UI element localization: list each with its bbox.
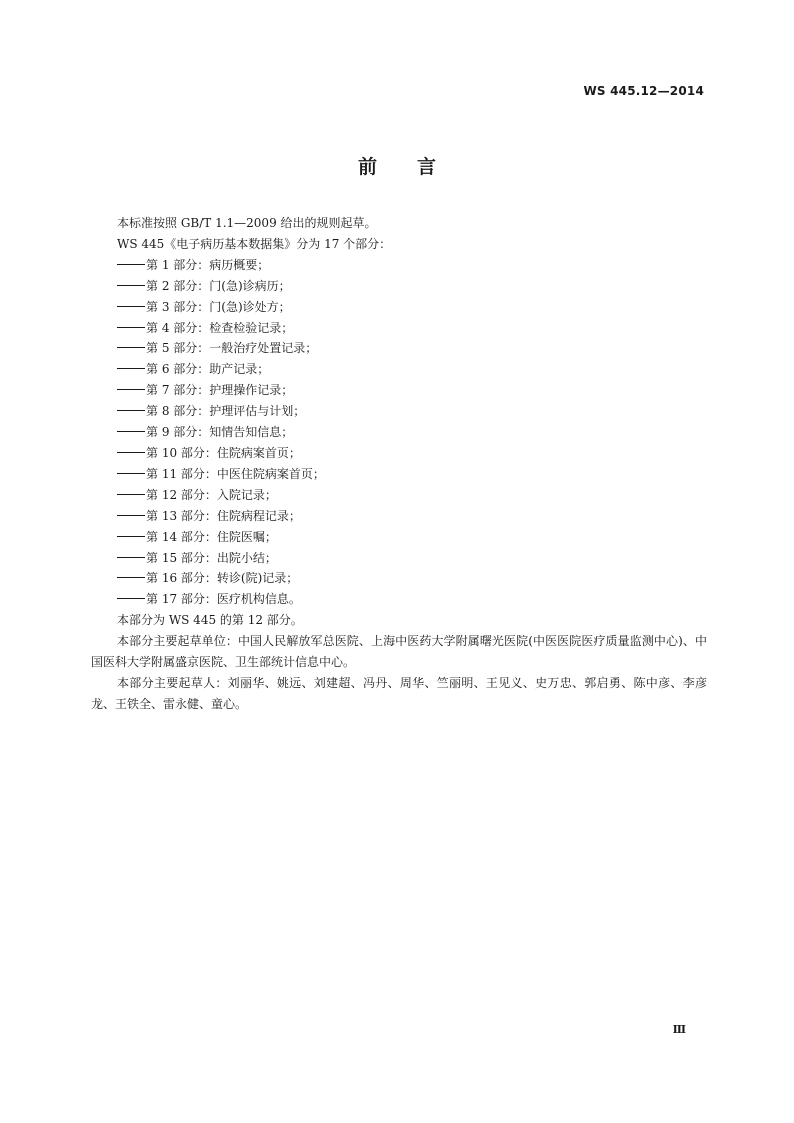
list-item (117, 443, 707, 464)
em-dash-mark (117, 389, 145, 390)
list-item-label: 第 2 部分：门(急)诊病历； (146, 278, 291, 293)
list-item (117, 380, 707, 401)
list-item-label: 第 17 部分：医疗机构信息。 (146, 592, 301, 607)
parts-list (117, 255, 707, 610)
foreword-body (91, 213, 707, 715)
list-item-label: 第 11 部分：中医住院病案首页； (146, 466, 325, 481)
em-dash-mark (117, 536, 145, 537)
page-title: 前言 (357, 156, 476, 178)
list-item (117, 422, 707, 443)
drafting-units: 本部分主要起草单位：中国人民解放军总医院、上海中医药大学附属曙光医院(中医医院医疗质量监测中心)、中国医科大学附属盛京医院、卫生部统计信息中心。 (91, 634, 707, 670)
list-item-label: 第 4 部分：检查检验记录； (146, 320, 294, 335)
list-item-label: 第 14 部分：住院医嘱； (146, 529, 277, 544)
em-dash-mark (117, 410, 145, 411)
em-dash-mark (117, 368, 145, 369)
em-dash-mark (117, 577, 145, 578)
em-dash-mark (117, 598, 145, 599)
list-item (117, 276, 707, 297)
list-item (117, 485, 707, 506)
em-dash-mark (117, 431, 145, 432)
em-dash-mark (117, 347, 145, 348)
em-dash-mark (117, 452, 145, 453)
list-item (117, 527, 707, 548)
list-item (117, 255, 707, 276)
list-item-label: 第 9 部分：知情告知信息； (146, 425, 294, 440)
drafters: 本部分主要起草人：刘丽华、姚远、刘建超、冯丹、周华、竺丽明、王见义、史万忠、郭启勇、陈中彦、李彦龙、王铁全、雷永健、童心。 (91, 675, 707, 711)
list-item (117, 318, 707, 339)
list-item-label: 第 6 部分：助产记录； (146, 362, 270, 377)
list-item (117, 548, 707, 569)
list-item (117, 401, 707, 422)
list-item-label: 第 7 部分：护理操作记录； (146, 383, 294, 398)
em-dash-mark (117, 557, 145, 558)
list-item (117, 297, 707, 318)
list-item-label: 第 5 部分：一般治疗处置记录； (146, 341, 318, 356)
intro-line-2: WS 445《电子病历基本数据集》分为 17 个部分： (117, 236, 392, 251)
page-number: Ⅲ (672, 1023, 686, 1036)
em-dash-mark (117, 327, 145, 328)
intro-line-1: 本标准按照 GB/T 1.1—2009 给出的规则起草。 (117, 216, 377, 230)
list-item-label: 第 3 部分：门(急)诊处方； (146, 299, 291, 314)
list-item-label: 第 10 部分：住院病案首页； (146, 445, 301, 460)
list-item-label: 第 8 部分：护理评估与计划； (146, 404, 306, 419)
em-dash-mark (117, 473, 145, 474)
em-dash-mark (117, 285, 145, 286)
em-dash-mark (117, 494, 145, 495)
list-item-label: 第 1 部分：病历概要； (146, 257, 270, 272)
em-dash-mark (117, 306, 145, 307)
list-item-label: 第 12 部分：入院记录； (146, 487, 277, 502)
list-item (117, 589, 707, 610)
list-item (117, 338, 707, 359)
list-item-label: 第 15 部分：出院小结； (146, 550, 277, 565)
list-item (117, 506, 707, 527)
list-item-label: 第 16 部分：转诊(院)记录； (146, 571, 299, 586)
part-note: 本部分为 WS 445 的第 12 部分。 (117, 613, 303, 628)
list-item (117, 568, 707, 589)
list-item-label: 第 13 部分：住院病程记录； (146, 508, 301, 523)
document-id: WS 445.12—2014 (583, 84, 704, 98)
list-item (117, 359, 707, 380)
list-item (117, 464, 707, 485)
em-dash-mark (117, 515, 145, 516)
em-dash-mark (117, 264, 145, 265)
